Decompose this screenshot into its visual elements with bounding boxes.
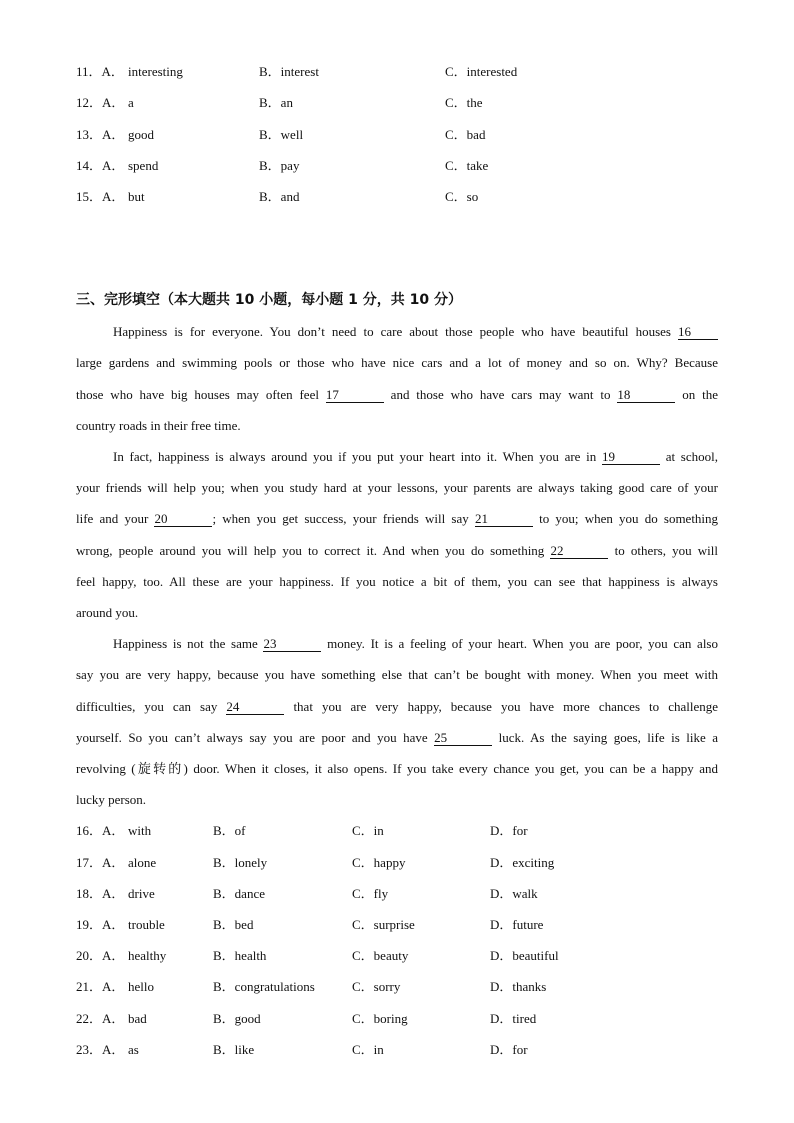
passage-line: lucky person. [76, 792, 147, 807]
option-a: healthy [128, 948, 167, 963]
option-a: spend [128, 158, 159, 173]
option-c: C．take [445, 158, 489, 173]
passage-line: your friends will help you; when you study hard at your lessons, your parents are always taking good care of your [76, 480, 718, 495]
question-number: 23．A． [76, 1042, 125, 1057]
passage-line: wrong, people around you will help you to correct it. And when you do something 22 to others, you will [76, 543, 719, 558]
option-b: B．of [213, 823, 246, 838]
question-number: 22．A． [76, 1011, 125, 1026]
passage-line: yourself. So you can’t always say you are poor and you have 25 luck. As the saying goes, life is like a [76, 730, 719, 745]
option-a: bad [128, 1011, 147, 1026]
option-d: D．for [490, 823, 528, 838]
blank-22: 22 [550, 543, 608, 559]
option-d: D．walk [490, 886, 538, 901]
passage-line: large gardens and swimming pools or those who have nice cars and a lot of money and so on. Why? Because [76, 355, 718, 370]
question-number: 20．A． [76, 948, 125, 963]
option-c: C．in [352, 823, 384, 838]
option-c: C．interested [445, 64, 518, 79]
passage-line: life and your 20 ; when you get success, your friends will say 21 to you; when you do something [76, 511, 719, 526]
passage-line: revolving (旋转的) door. When it closes, it also opens. If you take every chance you get, you can be a happy and [76, 761, 718, 776]
option-c: C．boring [352, 1011, 408, 1026]
option-c: C．bad [445, 127, 486, 142]
blank-19: 19 [602, 449, 660, 465]
option-b: B．pay [259, 158, 300, 173]
passage-line: Happiness is for everyone. You don’t need to care about those people who have beautiful houses 16 [113, 322, 718, 342]
option-d: D．thanks [490, 979, 547, 994]
passage-line: Happiness is not the same 23 money. It is a feeling of your heart. When you are poor, you can also [113, 636, 718, 651]
option-b: B．like [213, 1042, 255, 1057]
option-c: C．happy [352, 855, 406, 870]
option-b: B．good [213, 1011, 261, 1026]
question-number: 15．A． [76, 189, 125, 204]
option-d: D．for [490, 1042, 528, 1057]
option-d: D．beautiful [490, 948, 559, 963]
option-c: C．fly [352, 886, 389, 901]
option-c: C．in [352, 1042, 384, 1057]
question-number: 21．A． [76, 979, 125, 994]
question-number: 17．A． [76, 855, 125, 870]
blank-25: 25 [434, 730, 492, 746]
option-b: B．interest [259, 64, 319, 79]
question-number: 11．A． [76, 64, 124, 79]
option-a: good [128, 127, 154, 142]
option-d: D．future [490, 917, 544, 932]
passage-line: feel happy, too. All these are your happiness. If you notice a bit of them, you can see that happiness is always [76, 574, 718, 589]
option-d: D．exciting [490, 855, 555, 870]
option-a: a [128, 95, 134, 110]
question-number: 16．A． [76, 823, 125, 838]
option-d: D．tired [490, 1011, 537, 1026]
option-c: C．so [445, 189, 479, 204]
passage-line: country roads in their free time. [76, 418, 241, 433]
blank-16: 16 [678, 324, 718, 340]
question-number: 12．A． [76, 95, 125, 110]
question-number: 13．A． [76, 127, 125, 142]
option-b: B．dance [213, 886, 265, 901]
option-b: B．lonely [213, 855, 268, 870]
option-a: drive [128, 886, 155, 901]
blank-23: 23 [263, 636, 321, 652]
option-c: C．sorry [352, 979, 401, 994]
passage-line: say you are very happy, because you have something else that can’t be bought with money. When you meet with [76, 667, 718, 682]
option-a: as [128, 1042, 139, 1057]
option-a: trouble [128, 917, 165, 932]
passage-line: difficulties, you can say 24 that you are very happy, because you have more chances to challenge [76, 699, 719, 714]
option-a: alone [128, 855, 157, 870]
blank-18: 18 [617, 387, 675, 403]
option-c: C．beauty [352, 948, 409, 963]
section-title: 三、完形填空（本大题共 10 小题，每小题 1 分，共 10 分） [76, 292, 462, 308]
option-a: hello [128, 979, 154, 994]
option-b: B．bed [213, 917, 254, 932]
option-b: B．health [213, 948, 267, 963]
option-a: but [128, 189, 145, 204]
blank-17: 17 [326, 387, 384, 403]
option-c: C．the [445, 95, 483, 110]
option-b: B．an [259, 95, 293, 110]
passage-line: In fact, happiness is always around you if you put your heart into it. When you are in 19 at school, [113, 449, 718, 464]
question-number: 19．A． [76, 917, 125, 932]
option-a: with [128, 823, 152, 838]
option-b: B．well [259, 127, 304, 142]
option-a: interesting [128, 64, 183, 79]
question-number: 14．A． [76, 158, 125, 173]
option-b: B．congratulations [213, 979, 315, 994]
passage-line: those who have big houses may often feel 17 and those who have cars may want to 18 on the [76, 387, 718, 402]
option-c: C．surprise [352, 917, 415, 932]
blank-20: 20 [154, 511, 212, 527]
passage-line: around you. [76, 605, 139, 620]
blank-24: 24 [226, 699, 284, 715]
blank-21: 21 [475, 511, 533, 527]
option-b: B．and [259, 189, 300, 204]
question-number: 18．A． [76, 886, 125, 901]
